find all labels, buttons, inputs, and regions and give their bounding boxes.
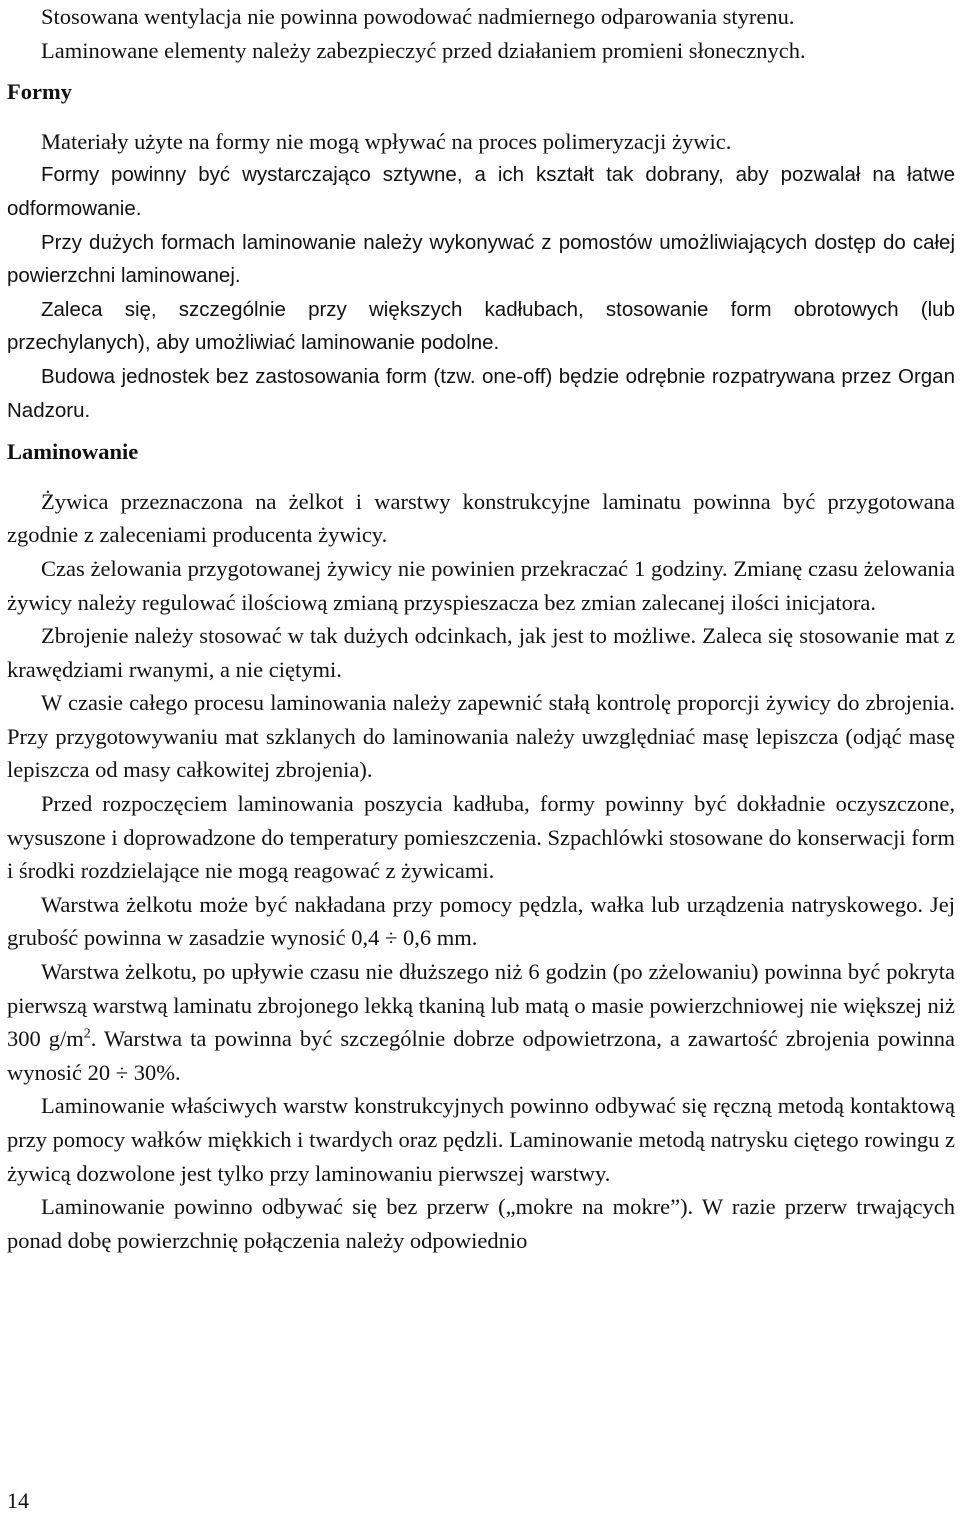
first-layer-text-continued: . Warstwa ta powinna być szczególnie dobrze odpowietrzona, a zawartość zbrojenia powinna wynosić 20 ÷ 30%.: [7, 1026, 955, 1085]
paragraph-first-layer: [7, 955, 955, 1089]
first-layer-text: Warstwa żelkotu, po upływie czasu nie dłuższego niż 6 godzin (po zżelowaniu) powinna być pokryta pierwszą warstwą laminatu zbrojonego lekką tkaniną lub matą o masie powierzchniowej nie większej niż 300 g/m: [7, 959, 955, 1052]
section-heading-laminowanie: Laminowanie: [7, 439, 139, 465]
paragraph-form-rigidity: Formy powinny być wystarczająco sztywne, a ich kształt tak dobrany, aby pozwalał na łatwe odformowanie.: [7, 163, 955, 220]
document-page: [7, 0, 955, 1257]
section-heading-formy: Formy: [7, 79, 72, 105]
paragraph-reinforcement: Zbrojenie należy stosować w tak dużych odcinkach, jak jest to możliwe. Zaleca się stosowanie mat z krawędziami rwanymi, a nie ciętymi.: [7, 623, 955, 682]
paragraph-ventilation: Stosowana wentylacja nie powinna powodować nadmiernego odparowania styrenu.: [41, 4, 795, 29]
paragraph-rotating-forms: Zaleca się, szczególnie przy większych kadłubach, stosowanie form obrotowych (lub przechylanych), aby umożliwiać laminowanie podolne.: [7, 297, 955, 355]
superscript-exponent: 2: [83, 1026, 91, 1042]
paragraph-wet-on-wet: Laminowanie powinno odbywać się bez przerw („mokre na mokre”). W razie przerw trwających ponad dobę powierzchnię połączenia należy odpowiednio: [7, 1194, 955, 1253]
paragraph-one-off: Budowa jednostek bez zastosowania form (tzw. one-off) będzie odrębnie rozpatrywana przez Organ Nadzoru.: [7, 364, 955, 422]
paragraph-hull-preparation: Przed rozpoczęciem laminowania poszycia kadłuba, formy powinny być dokładnie oczyszczone, wysuszone i doprowadzone do temperatury pomieszczenia. Szpachlówki stosowane do konserwacji form i środki rozdzielające nie mogą reagować z żywicami.: [7, 791, 955, 884]
paragraph-gelcoat-application: Warstwa żelkotu może być nakładana przy pomocy pędzla, wałka lub urządzenia natryskowego. Jej grubość powinna w zasadzie wynosić 0,4 ÷ 0,6 mm.: [7, 891, 955, 951]
page-number: 14: [7, 1488, 29, 1513]
paragraph-structural-layers: Laminowanie właściwych warstw konstrukcyjnych powinno odbywać się ręczną metodą kontaktową przy pomocy wałków miękkich i twardych oraz pędzli. Laminowanie metodą natrysku ciętego rowingu z żywicą dozwolone jest tylko przy laminowaniu pierwszej warstwy.: [7, 1093, 955, 1186]
paragraph-gelcoat-resin: Żywica przeznaczona na żelkot i warstwy konstrukcyjne laminatu powinna być przygotowana zgodnie z zaleceniami producenta żywicy.: [7, 488, 955, 548]
paragraph-proportion-control: W czasie całego procesu laminowania należy zapewnić stałą kontrolę proporcji żywicy do zbrojenia. Przy przygotowywaniu mat szklanych do laminowania należy uwzględniać masę lepiszcza (odjąć masę lepiszcza od masy całkowitej zbrojenia).: [7, 690, 955, 783]
paragraph-form-materials: Materiały użyte na formy nie mogą wpływać na proces polimeryzacji żywic.: [41, 128, 732, 154]
paragraph-gel-time: Czas żelowania przygotowanej żywicy nie powinien przekraczać 1 godziny. Zmianę czasu żelowania żywicy należy regulować ilościową zmianą przyspieszacza bez zmian zalecanej ilości inicjatora.: [7, 555, 955, 615]
paragraph-sun-protection: Laminowane elementy należy zabezpieczyć przed działaniem promieni słonecznych.: [41, 37, 806, 63]
paragraph-large-forms: Przy dużych formach laminowanie należy wykonywać z pomostów umożliwiających dostęp do całej powierzchni laminowanej.: [7, 230, 955, 288]
